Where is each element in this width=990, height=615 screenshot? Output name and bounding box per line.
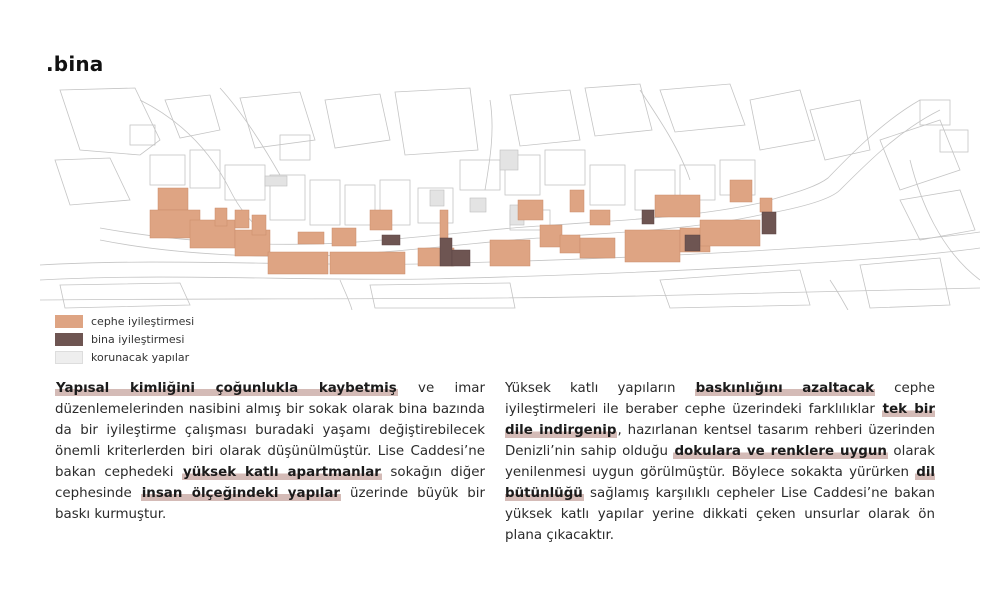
map-legend bbox=[55, 312, 194, 366]
body-text: üzerinde büyük bir baskı kurmuştur. bbox=[55, 486, 485, 522]
facade-building bbox=[590, 210, 610, 225]
body-text: , hazırlanan kentsel tasarım rehberi üzerinden Denizli’nin sahip olduğu bbox=[505, 423, 935, 459]
facade-building bbox=[625, 230, 680, 262]
facade-building bbox=[252, 215, 266, 235]
improvement-building bbox=[452, 250, 470, 266]
street-edge bbox=[485, 100, 492, 190]
legend-swatch-facade bbox=[55, 315, 83, 328]
facade-building bbox=[490, 240, 530, 266]
facade-building bbox=[190, 220, 235, 248]
legend-swatch-preserved bbox=[55, 351, 83, 364]
facade-building bbox=[700, 220, 760, 246]
legend-item bbox=[55, 348, 194, 366]
improvement-building bbox=[382, 235, 400, 245]
facade-building bbox=[332, 228, 356, 246]
improvement-building bbox=[440, 238, 452, 266]
legend-item bbox=[55, 312, 194, 330]
highlight-text: tek bir dile indirgenip bbox=[505, 402, 935, 438]
street-edge bbox=[830, 280, 848, 310]
facade-building bbox=[730, 180, 752, 202]
facade-building bbox=[760, 198, 772, 212]
facade-building bbox=[655, 195, 700, 217]
facade-building bbox=[580, 238, 615, 258]
highlight-text: yüksek katlı apartmanlar bbox=[183, 465, 381, 480]
body-text: sağlamış karşılıklı cepheler Lise Caddesi’ne bakan yüksek katlı yapılar yerine dikkati çeken unsurlar olarak ön plana çıkacaktır. bbox=[505, 486, 935, 543]
body-text: Yüksek katlı yapıların bbox=[505, 381, 695, 396]
improvement-building bbox=[642, 210, 654, 224]
street-edge bbox=[910, 160, 980, 280]
facade-building bbox=[440, 210, 448, 238]
preserved-building bbox=[265, 176, 287, 186]
improvement-building bbox=[685, 235, 700, 251]
facade-building bbox=[518, 200, 543, 220]
legend-item bbox=[55, 330, 194, 348]
preserved-building bbox=[430, 190, 444, 206]
highlight-text: insan ölçeğindeki yapılar bbox=[141, 486, 340, 501]
facade-building bbox=[540, 225, 562, 247]
facade-building bbox=[215, 208, 227, 226]
facade-building bbox=[235, 210, 249, 228]
legend-swatch-building bbox=[55, 333, 83, 346]
left-paragraph bbox=[55, 378, 485, 525]
facade-building bbox=[570, 190, 584, 212]
site-plan-map bbox=[40, 80, 980, 310]
highlight-text: dokulara ve renklere uygun bbox=[674, 444, 887, 459]
legend-label: bina iyileştirmesi bbox=[91, 332, 185, 346]
preserved-building bbox=[500, 150, 518, 170]
facade-building bbox=[330, 252, 405, 274]
facade-building bbox=[158, 188, 188, 210]
facade-building bbox=[370, 210, 392, 230]
right-paragraph bbox=[505, 378, 935, 546]
highlight-text: Yapısal kimliğini çoğunlukla kaybetmiş bbox=[56, 381, 397, 396]
body-text: cephe iyileştirmeleri ile beraber cephe üzerindeki farklılıklar bbox=[505, 381, 935, 417]
street-edge bbox=[760, 100, 920, 203]
facade-building bbox=[560, 235, 580, 253]
page-title: .bina bbox=[46, 52, 104, 76]
body-text: olarak yenilenmesi uygun görülmüştür. Böylece sokakta yürürken bbox=[505, 444, 935, 480]
legend-label: cephe iyileştirmesi bbox=[91, 314, 195, 328]
body-text: ve imar düzenlemelerinden nasibini almış bir sokak olarak bina bazında da bir iyileştirme çalışması buradaki yaşamı değiştirebilecek önemli kriterlerden biri olarak düşünülmüştür. Lise Caddesi’ne bakan cephedeki bbox=[55, 381, 486, 480]
street-edge bbox=[760, 110, 940, 215]
facade-building bbox=[298, 232, 324, 244]
highlight-text: baskınlığını azaltacak bbox=[695, 381, 875, 396]
highlight-text: dil bütünlüğü bbox=[505, 465, 935, 501]
preserved-building bbox=[470, 198, 486, 212]
facade-building bbox=[268, 252, 328, 274]
street-edge bbox=[340, 280, 352, 310]
body-text: sokağın diğer cephesinde bbox=[55, 465, 485, 501]
improvement-building bbox=[762, 212, 776, 234]
legend-label: korunacak yapılar bbox=[91, 350, 190, 364]
